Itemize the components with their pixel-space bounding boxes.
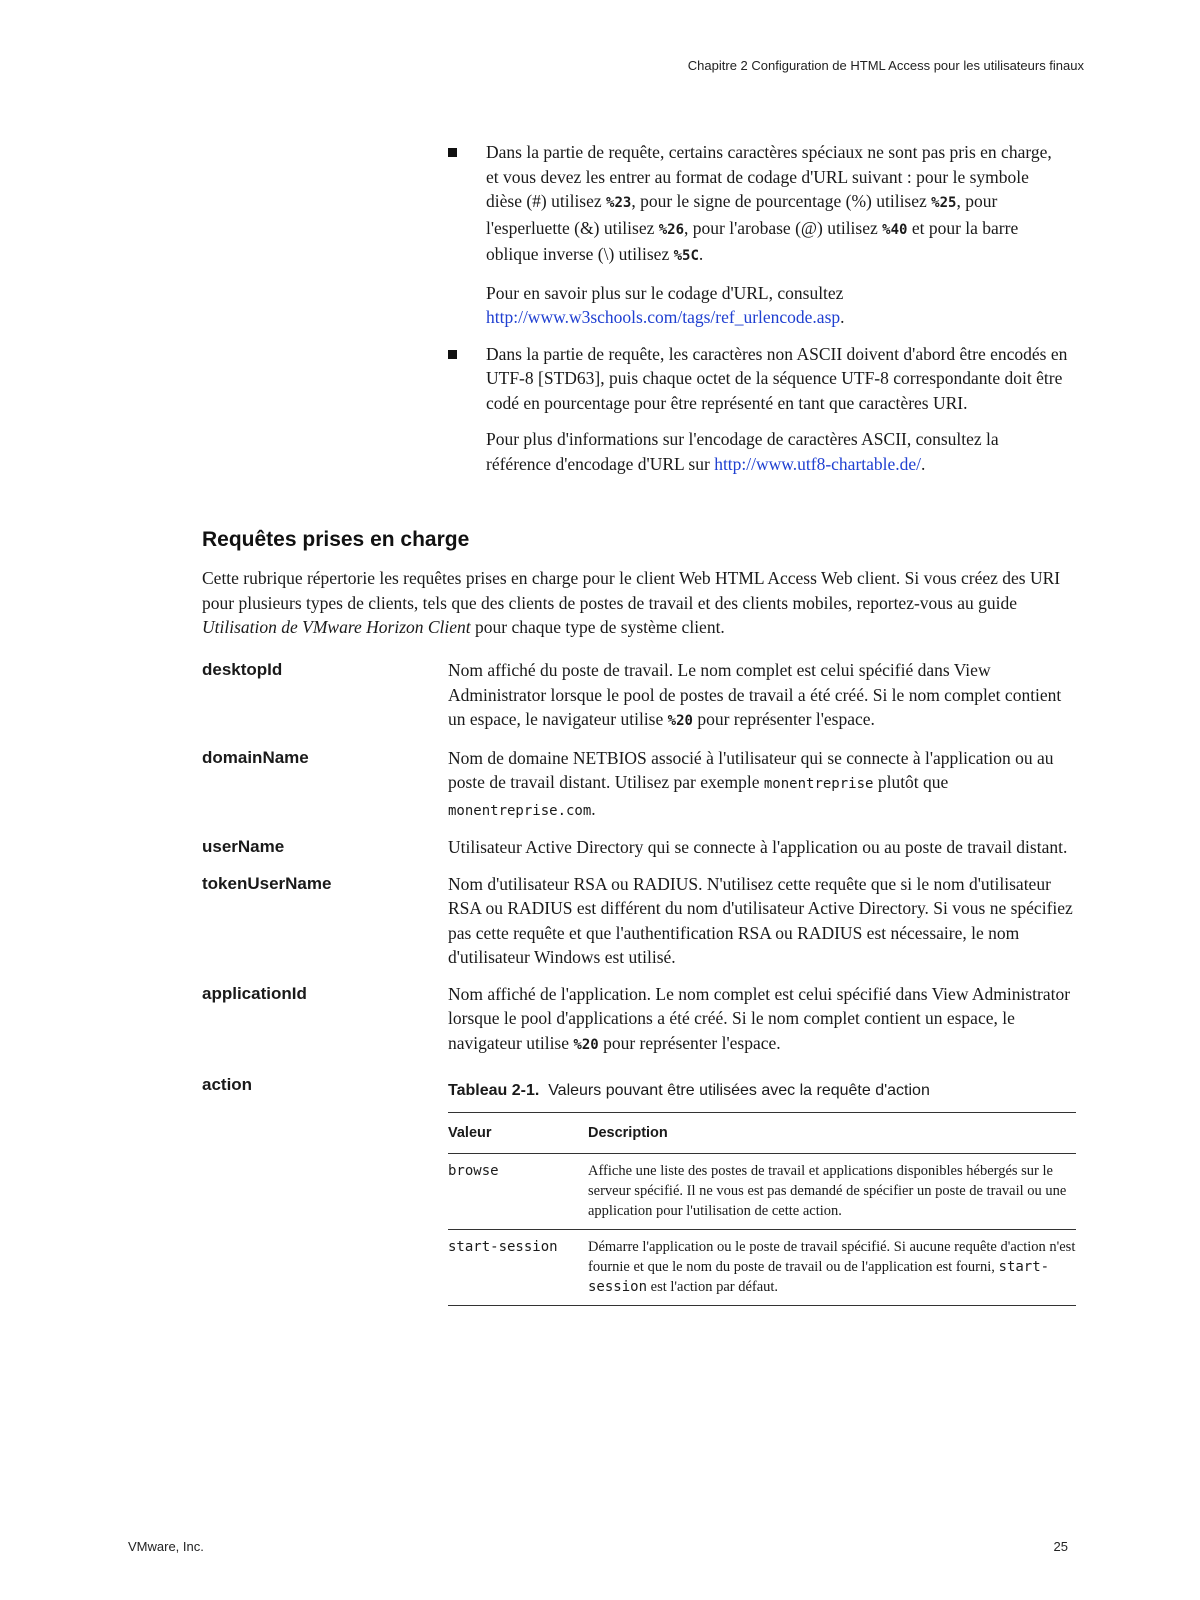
cell-value: browse (448, 1154, 588, 1230)
cell-value: start-session (448, 1230, 588, 1306)
term-description: Nom d'utilisateur RSA ou RADIUS. N'utilisez cette requête que si le nom d'utilisateur RSA ou RADIUS est différent du nom d'utilisateur Active Directory. Si vous ne spécifiez pas cette requête et que l'authentification RSA ou RADIUS est nécessaire, le nom d'utilisateur Windows est utilisé. (448, 873, 1073, 967)
definition-username (202, 835, 1082, 860)
list-item (448, 342, 1068, 477)
bullet-follow-text: Pour plus d'informations sur l'encodage de caractères ASCII, consultez la référence d'encodage d'URL sur http://www.utf8-chartable.de/. (486, 429, 999, 474)
utf8-chartable-link[interactable]: http://www.utf8-chartable.de/ (714, 453, 922, 474)
definition-applicationid (202, 982, 1082, 1058)
term-label: domainName (202, 747, 309, 767)
term-label: desktopId (202, 660, 283, 679)
list-item (448, 140, 1068, 330)
page-number: 25 (1053, 1539, 1068, 1554)
column-header-value: Valeur (448, 1112, 588, 1154)
definition-desktopid (202, 658, 1082, 734)
guide-title: Utilisation de VMware Horizon Client (202, 617, 471, 637)
table-header-row (448, 1112, 1076, 1154)
code-percent-23: %23 (606, 195, 632, 211)
code-percent-40: %40 (882, 221, 908, 238)
table-row (448, 1230, 1076, 1306)
action-table-block (448, 1073, 1082, 1306)
code-start-session: start-session (588, 1259, 1050, 1295)
term-description: Nom affiché du poste de travail. Le nom complet est celui spécifié dans View Administrator lorsque le pool de postes de travail a été créé. Si le nom complet contient un espace, le navigateur utilise %20 pour représenter l'espace. (448, 660, 1062, 729)
table-caption-text: Valeurs pouvant être utilisées avec la requête d'action (548, 1082, 930, 1099)
w3schools-link[interactable]: http://www.w3schools.com/tags/ref_urlencode.asp (486, 307, 841, 327)
code-percent-5c: %5C (673, 248, 699, 264)
running-header: Chapitre 2 Configuration de HTML Access pour les utilisateurs finaux (687, 58, 1084, 73)
term-description: Utilisateur Active Directory qui se connecte à l'application ou au poste de travail distant. (448, 837, 1068, 857)
cell-description: Affiche une liste des postes de travail et applications disponibles hébergés sur le serveur spécifié. Il ne vous est pas demandé de spécifier un poste de travail ou une application pour l'utilisation de cette action. (588, 1154, 1076, 1230)
term-label: action (202, 1075, 253, 1094)
table-caption (448, 1079, 1082, 1104)
code-percent-20: %20 (573, 1036, 599, 1053)
footer-company: VMware, Inc. (128, 1539, 204, 1554)
bullet-text: Dans la partie de requête, certains caractères spéciaux ne sont pas pris en charge, et vous devez les entrer au format de codage d'URL suivant : pour le symbole dièse (#) utilisez %23, pour le signe de pourcentage (%) utilisez %25, pour l'esperluette (&) utilisez %26, pour l'arobase (@) utilisez %40 et pour la barre oblique inverse (\) utilisez %5C. (486, 142, 1052, 264)
code-percent-26: %26 (658, 221, 685, 238)
square-bullet-icon (448, 148, 457, 157)
section-intro: Cette rubrique répertorie les requêtes prises en charge pour le client Web HTML Access Web client. Si vous créez des URI pour plusieurs types de clients, tels que des clients de postes de travail et des clients mobiles, reportez-vous au guide Utilisation de VMware Horizon Client pour chaque type de système client. (202, 568, 1061, 637)
action-values-table (448, 1112, 1076, 1307)
term-label: userName (202, 837, 285, 856)
square-bullet-icon (448, 350, 457, 359)
term-description: Nom de domaine NETBIOS associé à l'utilisateur qui se connecte à l'application ou au poste de travail distant. Utilisez par exemple monentreprise plutôt que monentreprise.com. (448, 747, 1054, 819)
code-percent-20: %20 (667, 713, 693, 729)
table-caption-label: Tableau 2-1. (448, 1082, 540, 1099)
term-label: applicationId (202, 983, 307, 1003)
column-header-description: Description (588, 1112, 1076, 1154)
bullet-text: Dans la partie de requête, les caractères non ASCII doivent d'abord être encodés en UTF-8 [STD63], puis chaque octet de la séquence UTF-8 correspondante doit être codé en pourcentage pour être représenté en tant que caractères URI. (486, 343, 1068, 413)
definition-action (202, 1073, 1082, 1306)
definition-tokenusername (202, 872, 1082, 970)
section-title: Requêtes prises en charge (202, 528, 470, 551)
bullet-follow-text: Pour en savoir plus sur le codage d'URL, consultez http://www.w3schools.com/tags/ref_urlencode.asp. (486, 282, 845, 327)
term-label: tokenUserName (202, 873, 332, 893)
code-domain-fqdn: monentreprise.com (448, 802, 592, 819)
cell-description: Démarre l'application ou le poste de travail spécifié. Si aucune requête d'action n'est fournie et que le nom du poste de travail ou de l'application est fourni, start-session est l'action par défaut. (588, 1230, 1076, 1306)
query-definitions (202, 658, 1082, 1306)
bullet-list (448, 140, 1068, 476)
table-row (448, 1154, 1076, 1230)
definition-domainname (202, 746, 1082, 824)
term-description: Nom affiché de l'application. Le nom complet est celui spécifié dans View Administrator lorsque le pool d'applications a été créé. Si le nom complet contient un espace, le navigateur utilise %20 pour représenter l'espace. (448, 983, 1071, 1053)
code-domain-example: monentreprise (763, 776, 874, 792)
code-percent-25: %25 (931, 195, 957, 211)
